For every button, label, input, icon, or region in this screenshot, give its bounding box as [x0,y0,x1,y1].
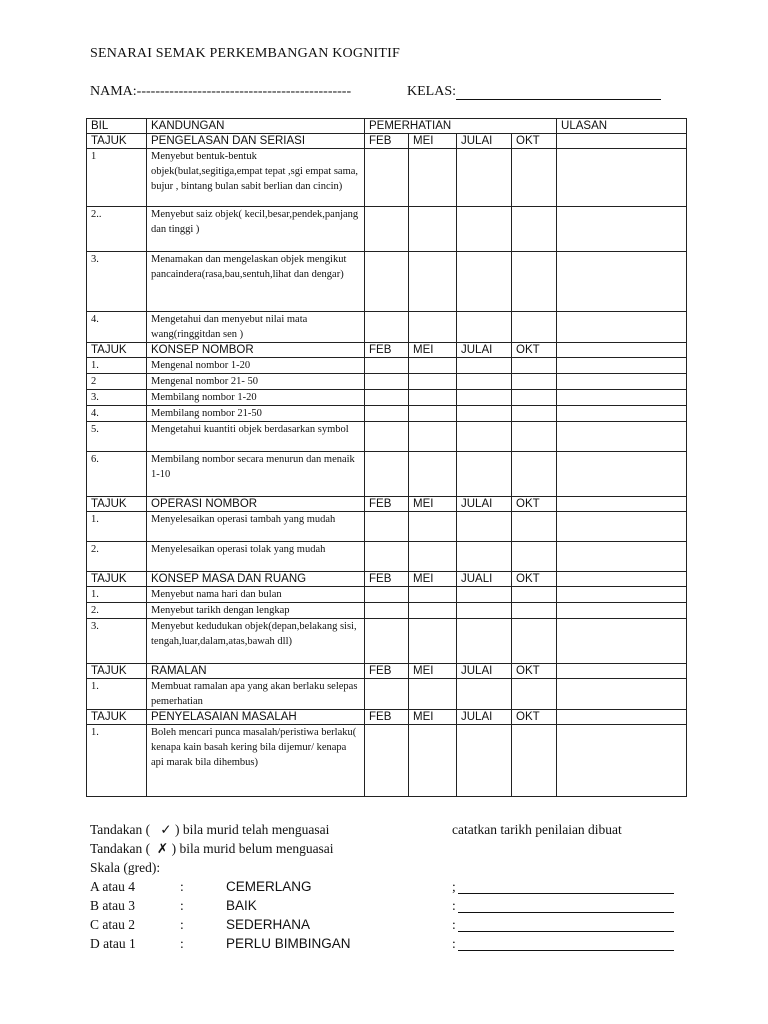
check-cell[interactable] [365,149,409,207]
item-number: 1. [87,358,147,374]
scale-colon: : [180,898,184,913]
scale-grade: D atau 1 [90,936,136,951]
check-cell[interactable] [457,725,512,797]
check-cell[interactable] [457,358,512,374]
ulasan-input-cell[interactable] [557,542,687,572]
check-cell[interactable] [409,512,457,542]
check-cell[interactable] [409,725,457,797]
scale-date-line[interactable] [458,893,674,894]
check-cell[interactable] [365,512,409,542]
table-row [87,312,687,343]
check-cell[interactable] [409,603,457,619]
ulasan-input-cell[interactable] [557,390,687,406]
legend-tandakan-2: Tandakan ( [90,841,151,856]
section-tajuk: TAJUK [87,497,147,512]
check-cell[interactable] [365,312,409,343]
table-row [87,512,687,542]
item-description: Menyebut bentuk-bentuk objek(bulat,segitiga,empat tepat ,sgi empat sama, bujur , bintang bulan sabit berlian dan cincin) [147,149,365,207]
month-header: OKT [512,134,557,149]
check-cell[interactable] [409,149,457,207]
ulasan-input-cell[interactable] [557,679,687,710]
item-description: Membilang nombor 1-20 [147,390,365,406]
month-header: MEI [409,664,457,679]
item-description: Membilang nombor secara menurun dan menaik 1-10 [147,452,365,497]
item-number: 4. [87,406,147,422]
check-cell[interactable] [512,542,557,572]
section-tajuk: TAJUK [87,134,147,149]
item-number: 2 [87,374,147,390]
section-title: KONSEP NOMBOR [147,343,365,358]
table-row [87,725,687,797]
ulasan-cell [557,343,687,358]
check-cell[interactable] [457,149,512,207]
check-cell[interactable] [365,207,409,252]
check-cell[interactable] [512,358,557,374]
month-header: JULAI [457,134,512,149]
check-cell[interactable] [512,374,557,390]
section-header-row [87,343,687,358]
ulasan-input-cell[interactable] [557,358,687,374]
month-header: FEB [365,497,409,512]
ulasan-cell [557,134,687,149]
check-cell[interactable] [512,619,557,664]
check-cell[interactable] [409,542,457,572]
table-row [87,390,687,406]
section-header-row [87,572,687,587]
check-cell[interactable] [365,374,409,390]
item-description: Menyebut nama hari dan bulan [147,587,365,603]
scale-grade: A atau 4 [90,879,135,894]
scale-colon: : [180,936,184,951]
ulasan-input-cell[interactable] [557,207,687,252]
check-cell[interactable] [457,207,512,252]
table-row [87,207,687,252]
check-cell[interactable] [512,207,557,252]
month-header: JUALI [457,572,512,587]
ulasan-cell [557,572,687,587]
cross-icon: ✗ [156,841,169,856]
section-header-row [87,664,687,679]
table-row [87,587,687,603]
section-title: PENYELASAIAN MASALAH [147,710,365,725]
ulasan-input-cell[interactable] [557,149,687,207]
month-header: OKT [512,343,557,358]
header-ulasan: ULASAN [557,119,687,134]
scale-grade: C atau 2 [90,917,135,932]
section-tajuk: TAJUK [87,343,147,358]
check-cell[interactable] [457,587,512,603]
check-cell[interactable] [409,422,457,452]
table-row [87,252,687,312]
check-cell[interactable] [512,512,557,542]
skala-label: Skala (gred): [90,860,161,875]
scale-lead: : [452,936,456,951]
kelas-label: KELAS: [407,84,456,99]
month-header: OKT [512,664,557,679]
month-header: OKT [512,710,557,725]
check-cell[interactable] [365,619,409,664]
table-row [87,149,687,207]
check-cell[interactable] [457,619,512,664]
month-header: FEB [365,572,409,587]
scale-grade: B atau 3 [90,898,135,913]
check-cell[interactable] [409,374,457,390]
check-cell[interactable] [512,406,557,422]
item-description: Menamakan dan mengelaskan objek mengikut pancaindera(rasa,bau,sentuh,lihat dan dengar) [147,252,365,312]
ulasan-input-cell[interactable] [557,603,687,619]
scale-label: CEMERLANG [226,879,312,894]
table-row [87,374,687,390]
check-cell[interactable] [457,390,512,406]
legend-tandakan-1: Tandakan ( [90,822,151,837]
legend-tick-line [90,822,329,838]
scale-date-line[interactable] [458,931,674,932]
scale-label: PERLU BIMBINGAN [226,936,351,951]
table-header-row [87,119,687,134]
table-row [87,406,687,422]
header-pemerhatian: PEMERHATIAN [365,119,557,134]
month-header: MEI [409,710,457,725]
month-header: JULAI [457,664,512,679]
check-cell[interactable] [457,406,512,422]
table-row [87,679,687,710]
table-row [87,422,687,452]
section-title: RAMALAN [147,664,365,679]
item-number: 1. [87,587,147,603]
scale-colon: : [180,917,184,932]
month-header: FEB [365,343,409,358]
month-header: MEI [409,572,457,587]
table-row [87,358,687,374]
check-cell[interactable] [512,452,557,497]
nama-field[interactable]: NAMA:---------------------------------------------- [90,84,352,99]
scale-label: BAIK [226,898,257,913]
section-tajuk: TAJUK [87,710,147,725]
check-cell[interactable] [365,406,409,422]
month-header: JULAI [457,710,512,725]
check-cell[interactable] [365,452,409,497]
item-number: 3. [87,252,147,312]
header-bil: BIL [87,119,147,134]
item-description: Boleh mencari punca masalah/peristiwa berlaku( kenapa kain basah kering bila dijemur/ kenapa api marak bila dihembus) [147,725,365,797]
check-cell[interactable] [365,542,409,572]
check-cell[interactable] [512,587,557,603]
item-description: Menyelesaikan operasi tambah yang mudah [147,512,365,542]
month-header: OKT [512,572,557,587]
kelas-blank-line [456,86,661,100]
item-description: Mengenal nombor 1-20 [147,358,365,374]
ulasan-cell [557,710,687,725]
check-cell[interactable] [512,603,557,619]
check-cell[interactable] [365,252,409,312]
check-cell[interactable] [457,374,512,390]
section-title: PENGELASAN DAN SERIASI [147,134,365,149]
table-row [87,603,687,619]
item-number: 2. [87,603,147,619]
item-description: Mengetahui dan menyebut nilai mata wang(ringgitdan sen ) [147,312,365,343]
check-cell[interactable] [365,422,409,452]
check-cell[interactable] [457,252,512,312]
scale-label: SEDERHANA [226,917,311,932]
check-cell[interactable] [365,679,409,710]
ulasan-input-cell[interactable] [557,725,687,797]
item-description: Menyebut kedudukan objek(depan,belakang sisi, tengah,luar,dalam,atas,bawah dll) [147,619,365,664]
check-cell[interactable] [512,422,557,452]
month-header: FEB [365,134,409,149]
ulasan-cell [557,497,687,512]
item-description: Mengenal nombor 21- 50 [147,374,365,390]
item-number: 2.. [87,207,147,252]
item-description: Menyebut saiz objek( kecil,besar,pendek,panjang dan tinggi ) [147,207,365,252]
scale-lead: ; [452,879,456,894]
check-cell[interactable] [512,252,557,312]
ulasan-input-cell[interactable] [557,619,687,664]
kelas-field[interactable] [407,84,661,100]
table-row [87,619,687,664]
item-number: 1. [87,725,147,797]
ulasan-input-cell[interactable] [557,452,687,497]
section-title: OPERASI NOMBOR [147,497,365,512]
section-header-row [87,134,687,149]
item-description: Mengetahui kuantiti objek berdasarkan symbol [147,422,365,452]
item-number: 6. [87,452,147,497]
legend-tick-text: ) bila murid telah menguasai [174,822,330,837]
item-number: 2. [87,542,147,572]
month-header: FEB [365,664,409,679]
ulasan-input-cell[interactable] [557,252,687,312]
table-row [87,542,687,572]
check-cell[interactable] [409,312,457,343]
check-cell[interactable] [457,452,512,497]
check-cell[interactable] [365,603,409,619]
check-cell[interactable] [409,358,457,374]
check-cell[interactable] [457,603,512,619]
month-header: OKT [512,497,557,512]
scale-lead: : [452,898,456,913]
check-cell[interactable] [365,390,409,406]
check-cell[interactable] [365,587,409,603]
item-number: 5. [87,422,147,452]
month-header: JULAI [457,343,512,358]
check-cell[interactable] [512,149,557,207]
item-number: 4. [87,312,147,343]
item-number: 3. [87,390,147,406]
item-description: Menyebut tarikh dengan lengkap [147,603,365,619]
item-description: Menyelesaikan operasi tolak yang mudah [147,542,365,572]
item-description: Membuat ramalan apa yang akan berlaku selepas pemerhatian [147,679,365,710]
check-cell[interactable] [409,390,457,406]
ulasan-cell [557,664,687,679]
ulasan-input-cell[interactable] [557,312,687,343]
legend-catatan: catatkan tarikh penilaian dibuat [452,822,622,837]
section-header-row [87,710,687,725]
month-header: FEB [365,710,409,725]
item-number: 1 [87,149,147,207]
check-cell[interactable] [409,207,457,252]
check-cell[interactable] [457,542,512,572]
tick-icon: ✓ [160,822,172,837]
checklist-table [86,118,687,797]
section-tajuk: TAJUK [87,664,147,679]
legend-cross-line [90,841,334,857]
scale-date-line[interactable] [458,912,674,913]
check-cell[interactable] [457,679,512,710]
month-header: MEI [409,343,457,358]
check-cell[interactable] [512,390,557,406]
table-row [87,452,687,497]
header-kandungan: KANDUNGAN [147,119,365,134]
section-header-row [87,497,687,512]
check-cell[interactable] [409,252,457,312]
item-number: 1. [87,679,147,710]
ulasan-input-cell[interactable] [557,422,687,452]
scale-lead: : [452,917,456,932]
item-number: 3. [87,619,147,664]
ulasan-input-cell[interactable] [557,587,687,603]
section-tajuk: TAJUK [87,572,147,587]
check-cell[interactable] [409,619,457,664]
scale-date-line[interactable] [458,950,674,951]
check-cell[interactable] [457,512,512,542]
legend-cross-text: ) bila murid belum menguasai [171,841,334,856]
check-cell[interactable] [512,725,557,797]
section-title: KONSEP MASA DAN RUANG [147,572,365,587]
check-cell[interactable] [365,725,409,797]
check-cell[interactable] [409,679,457,710]
month-header: MEI [409,134,457,149]
check-cell[interactable] [409,406,457,422]
check-cell[interactable] [512,679,557,710]
item-description: Membilang nombor 21-50 [147,406,365,422]
page-title: SENARAI SEMAK PERKEMBANGAN KOGNITIF [90,46,400,61]
item-number: 1. [87,512,147,542]
check-cell[interactable] [512,312,557,343]
scale-colon: : [180,879,184,894]
ulasan-input-cell[interactable] [557,406,687,422]
check-cell[interactable] [409,452,457,497]
check-cell[interactable] [365,358,409,374]
month-header: JULAI [457,497,512,512]
check-cell[interactable] [457,422,512,452]
ulasan-input-cell[interactable] [557,374,687,390]
check-cell[interactable] [409,587,457,603]
check-cell[interactable] [457,312,512,343]
month-header: MEI [409,497,457,512]
ulasan-input-cell[interactable] [557,512,687,542]
